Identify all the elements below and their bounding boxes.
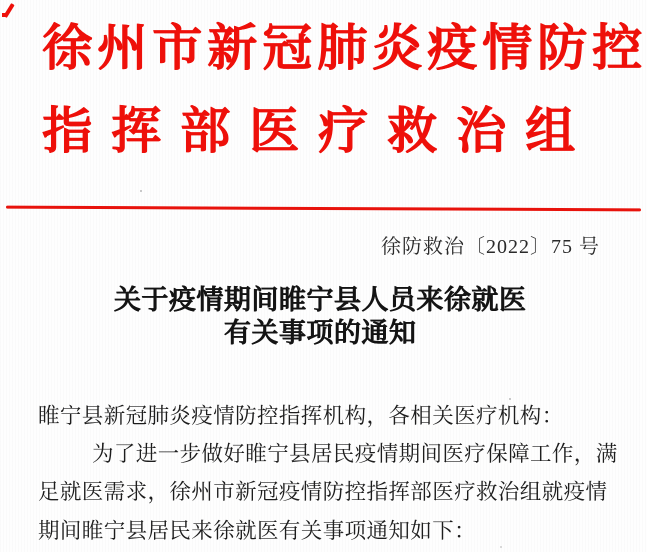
red-divider-line [6,206,641,212]
letterhead-org-line-1: 徐州市新冠肺炎疫情防控 [42,20,647,76]
red-scan-artifact [2,13,6,17]
body-paragraph-line: 足就医需求，徐州市新冠疫情防控指挥部医疗救治组就疫情 [38,480,608,505]
notice-title [0,284,640,350]
letterhead-org-line-2: 指挥部医疗救治组 [42,103,594,159]
salutation-line: 睢宁县新冠肺炎疫情防控指挥机构，各相关医疗机构： [38,404,564,428]
notice-body [38,397,618,550]
body-paragraph-line: 期间睢宁县居民来徐就医有关事项通知如下： [38,518,477,543]
scan-speck [140,190,142,192]
notice-title-line-1: 关于疫情期间睢宁县人员来徐就医 [113,285,527,315]
notice-title-line-2: 有关事项的通知 [223,318,417,348]
document-number: 徐防救治〔2022〕75 号 [381,236,600,258]
letterhead [42,18,647,161]
body-paragraph-line: 为了进一步做好睢宁县居民疫情期间医疗保障工作，满 [92,442,618,467]
